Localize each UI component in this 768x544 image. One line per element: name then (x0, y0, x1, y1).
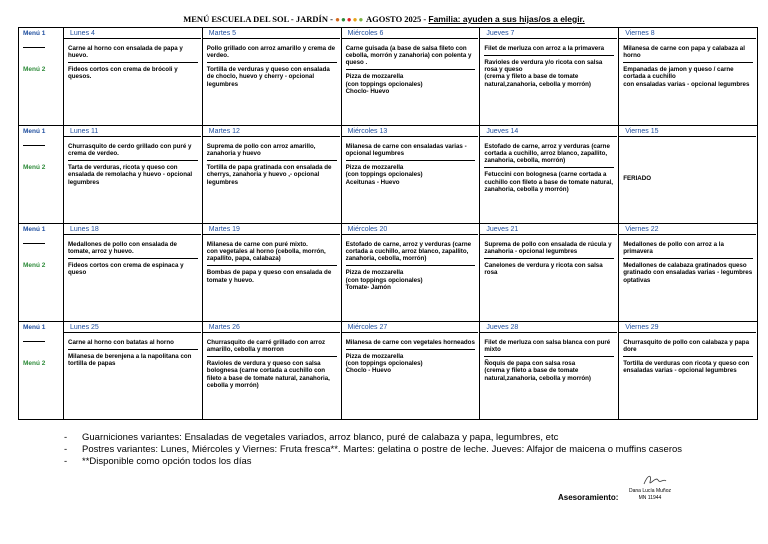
day-cell (341, 322, 480, 420)
menu2-dish: Tarta de verduras, ricota y queso con ensalada de remolacha y huevo - opcional legumbres (68, 164, 193, 186)
menu2-dish: Fideos cortos con crema de brócoli y quesos. (68, 66, 178, 81)
asesoramiento-label: Asesoramiento: (558, 493, 619, 502)
menu-labels-cell (19, 126, 64, 224)
menu2-dish: Pizza de mozzarella (con toppings opcionales) Tomate- Jamón (345, 269, 423, 291)
day-cell (480, 322, 619, 420)
food-icons: ●●●●● (335, 15, 365, 24)
day-header: Lunes 25 (64, 322, 201, 333)
menu2-dish: Pizza de mozzarella (con toppings opcionales) Choclo- Huevo (345, 73, 423, 95)
title-month: AGOSTO 2025 - (365, 14, 427, 24)
divider (23, 47, 45, 48)
menu2-dish: Ravioles de verdura y queso con salsa bolognesa (carne cortada a cuchillo con fileto a base de tomate natural, zanahoria, cebolla y morrón) (206, 360, 330, 389)
day-cell (619, 322, 758, 420)
menu2-dish: Ñoquis de papa con salsa rosa (crema y fileto a base de tomate natural,zanahoria, cebolla y morrón) (484, 360, 591, 382)
nutritionist-license: MN 11944 (638, 495, 662, 501)
menu1-dish: Churrasquito de carré grillado con arroz amarillo, cebolla y morron (206, 339, 326, 354)
menu2-dish: Canelones de verdura y ricota con salsa rosa (484, 262, 603, 277)
menu1-label: Menú 1 (23, 226, 46, 233)
note-bullet: - (64, 444, 68, 455)
menu1-dish: Suprema de pollo con ensalada de rúcula y zanahoria - opcional legumbres (484, 241, 612, 256)
menu2-dish: Ravioles de verdura y/o ricota con salsa rosa y queso (crema y fileto a base de tomate natural,zanahoria, cebolla y morrón) (484, 59, 603, 88)
nutritionist-name: Dana Lucía Muñoz (629, 488, 671, 494)
menu2-label: Menú 2 (23, 262, 46, 269)
menu2-dish: Tortilla de verduras y queso con ensalada de choclo, huevo y cherry - opcional legumbres (206, 66, 330, 88)
menu2-dish: Empanadas de jamon y queso / carne cortada a cuchillo con ensaladas varias - opcional legumbres (623, 66, 750, 88)
menu1-label: Menú 1 (23, 324, 46, 331)
menu2-dish: Fetuccini con bolognesa (carne cortada a cuchillo con fileto a base de tomate natural, zanahoria, cebolla y morrón) (484, 171, 613, 193)
day-cell (341, 28, 480, 126)
note-item: - Postres variantes: Lunes, Miércoles y Viernes: Fruta fresca**. Martes: gelatina o postre de leche. Jueves: Alfajor de maicena o muffins caseros (64, 444, 683, 455)
day-header: Martes 19 (203, 224, 340, 235)
menu1-label: Menú 1 (23, 128, 46, 135)
week-row (19, 28, 758, 126)
menu1-dish: Estofado de carne, arroz y verduras (carne cortada a cuchillo, arroz blanco, zapallito, zanahoria, cebolla, morrón) (345, 241, 472, 263)
day-header: Martes 26 (203, 322, 340, 333)
day-cell (64, 224, 203, 322)
menu1-dish: Churrasquito de pollo con calabaza y papa dore (623, 339, 750, 354)
day-header: Miércoles 13 (342, 126, 479, 137)
menu-table (18, 27, 758, 420)
day-header: Lunes 18 (64, 224, 201, 235)
menu-labels-cell (19, 224, 64, 322)
menu2-label: Menú 2 (23, 164, 46, 171)
menu1-dish: Churrasquito de cerdo grillado con puré y crema de verdeo. (68, 143, 192, 158)
page-title (0, 14, 768, 24)
week-row (19, 322, 758, 420)
day-cell (341, 126, 480, 224)
day-header: Viernes 22 (619, 224, 756, 235)
week-row (19, 224, 758, 322)
divider (23, 243, 45, 244)
menu1-dish: Estofado de carne, arroz y verduras (carne cortada a cuchillo, arroz blanco, zapallito, zanahoria, cebolla, morrón) (484, 143, 610, 165)
day-cell (480, 224, 619, 322)
note-bullet: - (64, 456, 68, 467)
day-cell (202, 28, 341, 126)
day-header: Miércoles 6 (342, 28, 479, 39)
note-item: - **Disponible como opción todos los días (64, 456, 252, 467)
day-cell (202, 224, 341, 322)
menu-labels-cell (19, 28, 64, 126)
day-header: Jueves 7 (480, 28, 617, 39)
menu1-dish: Pollo grillado con arroz amarillo y crema de verdeo. (206, 45, 336, 60)
menu2-dish: Milanesa de berenjena a la napolitana con tortilla de papas (68, 353, 192, 368)
day-header: Viernes 29 (619, 322, 756, 333)
title-text: MENÚ ESCUELA DEL SOL - JARDÍN - (183, 14, 333, 24)
day-cell (480, 28, 619, 126)
menu1-dish: Milanesa de carne con puré mixto. con vegetales al horno (cebolla, morrón, zapallito, papa, calabaza) (206, 241, 326, 263)
menu1-dish: Carne al horno con batatas al horno (68, 339, 174, 346)
day-header: Martes 5 (203, 28, 340, 39)
menu1-dish: Milanesa de carne con papa y calabaza al horno (623, 45, 745, 60)
day-cell (202, 126, 341, 224)
menu2-dish: Tortilla de verduras con ricota y queso con ensaladas varias - opcional legumbres (623, 360, 750, 375)
note-item: - Guarniciones variantes: Ensaladas de vegetales variados, arroz blanco, puré de calabaza y papa, legumbres, etc (64, 432, 559, 443)
day-cell (341, 224, 480, 322)
divider (23, 341, 45, 342)
day-header: Miércoles 27 (342, 322, 479, 333)
menu1-dish: Carne guisada (a base de salsa fileto con cebolla, morrón y zanahoria) con polenta y queso . (345, 45, 472, 67)
menu1-dish: Filet de merluza con arroz a la primavera (484, 45, 605, 52)
day-cell (619, 224, 758, 322)
day-header: Miércoles 20 (342, 224, 479, 235)
day-cell (202, 322, 341, 420)
day-cell (64, 28, 203, 126)
day-header: Jueves 14 (480, 126, 617, 137)
menu2-dish: Tortilla de papa gratinada con ensalada de cherrys, zanahoria y huevo ,- opcional legumbres (206, 164, 332, 186)
day-cell (64, 322, 203, 420)
menu2-dish: Bombas de papa y queso con ensalada de tomate y huevo. (206, 269, 332, 284)
day-header: Martes 12 (203, 126, 340, 137)
day-header: Lunes 4 (64, 28, 201, 39)
notes-list (64, 432, 682, 468)
menu1-dish: Suprema de pollo con arroz amarillo, zanahoria y huevo (206, 143, 316, 158)
menu2-label: Menú 2 (23, 66, 46, 73)
day-header: Lunes 11 (64, 126, 201, 137)
family-note: Familia: ayuden a sus hijas/os a elegir. (428, 14, 585, 24)
menu2-label: Menú 2 (23, 360, 46, 367)
week-row (19, 126, 758, 224)
day-header: Jueves 28 (480, 322, 617, 333)
menu1-dish: Milanesa de carne con vegetales horneados (345, 339, 475, 346)
nutritionist-signature (622, 488, 678, 502)
menu2-dish: Pizza de mozzarella (con toppings opcionales) Aceitunas - Huevo (345, 164, 423, 186)
day-header: Viernes 8 (619, 28, 756, 39)
day-cell (619, 126, 758, 224)
signature-icon (640, 472, 670, 488)
menu1-dish: Medallones de pollo con arroz a la primavera (623, 241, 724, 256)
menu1-label: Menú 1 (23, 30, 46, 37)
menu1-dish: Medallones de pollo con ensalada de tomate, arroz y huevo. (68, 241, 177, 256)
menu2-dish: Medallones de calabaza gratinados queso gratinado con ensaladas varias - legumbres optativas (623, 262, 753, 284)
menu1-dish: Carne al horno con ensalada de papa y huevo. (68, 45, 183, 60)
menu2-dish: Fideos cortos con crema de espinaca y queso (68, 262, 184, 277)
menu-labels-cell (19, 322, 64, 420)
menu1-dish: Filet de merluza con salsa blanca con puré mixto (484, 339, 611, 354)
menu1-dish: Milanesa de carne con ensaladas varias - opcional legumbres (345, 143, 467, 158)
divider (23, 145, 45, 146)
day-header: Jueves 21 (480, 224, 617, 235)
day-cell (619, 28, 758, 126)
day-header: Viernes 15 (619, 126, 756, 137)
note-bullet: - (64, 432, 68, 443)
menu2-dish: Pizza de mozzarella (con toppings opcionales) Choclo - Huevo (345, 353, 423, 375)
day-cell (480, 126, 619, 224)
day-cell (64, 126, 203, 224)
holiday-label: FERIADO (623, 175, 652, 182)
